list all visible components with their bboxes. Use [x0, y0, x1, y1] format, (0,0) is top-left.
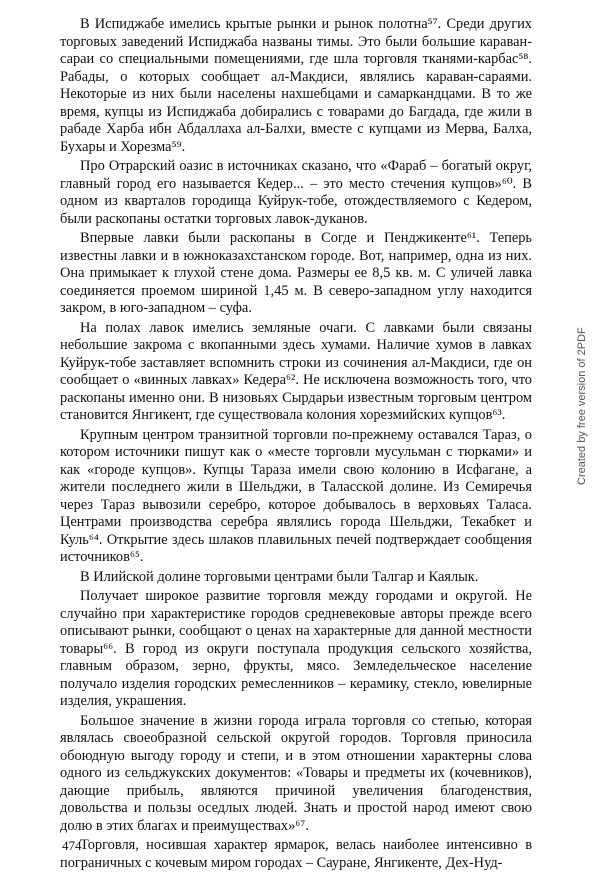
- watermark-text: Created by free version of 2PDF: [576, 327, 588, 485]
- paragraph-9: Торговля, носившая характер ярмарок, велась наиболее интенсивно в пограничных с кочевым миром городах – Сауране, Янгикенте, Дех-Нуд-: [60, 837, 532, 871]
- paragraph-3: Впервые лавки были раскопаны в Согде и Пенджикенте⁶¹. Теперь известны лавки и в южноказахстанском городе. Вот, например, одна из них. Она примыкает к глухой стене дома. Размеры ее 8,5 кв. м. С уличей лавка соединяется проемом шириной 1,45 м. В северо-западном углу находится закром, в юго-западном – суфа.: [60, 230, 532, 316]
- page-number: 474: [62, 838, 82, 853]
- paragraph-5: Крупным центром транзитной торговли по-прежнему оставался Тараз, о котором источники пишут как о «месте торговли мусульман с тюрками» и как «городе купцов». Купцы Тараза имели свою колонию в Исфагане, а жители последнего жили в Шельджи, в Таласской долине. Из Семиречья через Тараз вывозили серебро, которое добывалось в верховьях Таласа. Центрами производства серебра являлись города Шельджи, Текабкет и Куль⁶⁴. Открытие здесь шлаков плавильных печей подтверждает сообщения источников⁶⁵.: [60, 426, 532, 565]
- page-text: [60, 16, 532, 872]
- paragraph-8: Большое значение в жизни города играла торговля со степью, которая являлась своеобразной сельской округой городов. Торговля приносила обоюдную выгоду городу и степи, и в этом отношении характерны слова одного из сельджукских документов: «Товары и предметы их (кочевников), дающие прибыль, являются причиной увеличения благоденствия, довольства и пользы оседлых людей. Знать и простой народ имеют свою долю в этих благах и преимуществах»⁶⁷.: [60, 712, 532, 834]
- paragraph-1: В Испиджабе имелись крытые рынки и рынок полотна⁵⁷. Среди других торговых заведений Испиджаба названы тимы. Это были большие караван-сараи со специальными помещениями, где шла торговля тканями-карбас⁵⁸. Рабады, о которых сообщает ал-Макдиси, являлись караван-сараями. Некоторые из них были населены нахшебцами и самаркандцами. В то же время, купцы из Испиджаба добирались с товарами до Багдада, где жили в рабаде Харба ибн Абдаллаха ал-Балхи, вместе с купцами из Мерва, Балха, Бухары и Хорезма⁵⁹.: [60, 16, 532, 155]
- paragraph-7: Получает широкое развитие торговля между городами и округой. Не случайно при характеристике городов средневековые авторы прежде всего описывают рынки, сообщают о ценах на характерные для данной местности товары⁶⁶. В город из округи поступала продукция сельского хозяйства, главным образом, зерно, фрукты, мясо. Земледельческое население получало изделия городских ремесленников – керамику, стекло, ювелирные изделия, украшения.: [60, 588, 532, 709]
- paragraph-4: На полах лавок имелись земляные очаги. С лавками были связаны небольшие закрома с вкопанными здесь хумами. Наличие хумов в лавках Куйрук-тобе заставляет вспомнить строки из сочинения ал-Макдиси, где он сообщает о «винных лавках» Кедера⁶². Не исключена возможность того, что раскопаны именно они. В низовьях Сырдарьи известным торговым центром становится Янгикент, где существовала колония хорезмийских купцов⁶³.: [60, 319, 532, 423]
- paragraph-6: В Илийской долине торговыми центрами были Талгар и Каялык.: [80, 568, 479, 585]
- paragraph-2: Про Отрарский оазис в источниках сказано, что «Фараб – богатый округ, главный город его называется Кедер... – это место стечения купцов»⁶⁰. В одном из кварталов городища Куйрук-тобе, отождествляемого с Кедером, были раскопаны остатки торговых лавок-дуканов.: [60, 158, 532, 227]
- watermark: [576, 195, 590, 485]
